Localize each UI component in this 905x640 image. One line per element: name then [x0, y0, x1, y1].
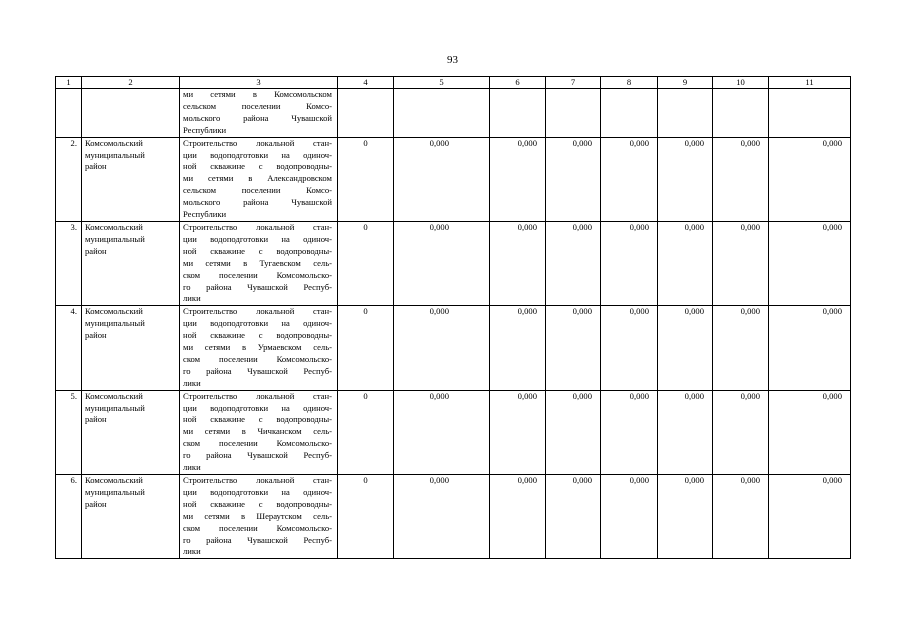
value-cell [546, 89, 601, 138]
description-line: го района Чувашской Респуб- [183, 281, 332, 292]
district-line: муниципальный [85, 233, 145, 244]
project-description-cell [180, 89, 338, 138]
row-number-cell: 2. [56, 137, 82, 221]
value-cell: 0,000 [546, 221, 601, 305]
value-cell: 0,000 [394, 221, 490, 305]
description-line: Республики [183, 209, 227, 220]
district-cell [82, 390, 180, 474]
value-cell: 0,000 [490, 390, 546, 474]
header-cell: 4 [338, 77, 394, 89]
count-cell: 0 [338, 306, 394, 390]
district-line: район [85, 330, 107, 341]
header-cell: 3 [180, 77, 338, 89]
district-cell [82, 89, 180, 138]
description-line: ции водоподготовки на одиноч- [183, 149, 332, 160]
description-line: ной скважине с водопроводны- [183, 414, 332, 425]
value-cell: 0,000 [394, 137, 490, 221]
description-line: ском поселении Комсомольско- [183, 353, 332, 364]
description-line: ми сетями в Урмаевском сель- [183, 342, 332, 353]
value-cell: 0,000 [713, 221, 769, 305]
value-cell [394, 89, 490, 138]
header-cell: 2 [82, 77, 180, 89]
description-line: ми сетями в Тугаевском сель- [183, 257, 332, 268]
table-row [56, 221, 851, 305]
value-cell: 0,000 [490, 221, 546, 305]
value-cell: 0,000 [713, 475, 769, 559]
district-line: муниципальный [85, 149, 145, 160]
row-number-cell: 4. [56, 306, 82, 390]
value-cell: 0,000 [769, 475, 851, 559]
value-cell [658, 89, 713, 138]
count-cell: 0 [338, 137, 394, 221]
value-cell: 0,000 [769, 390, 851, 474]
value-cell: 0,000 [546, 306, 601, 390]
description-line: ском поселении Комсомольско- [183, 438, 332, 449]
value-cell: 0,000 [658, 390, 713, 474]
value-cell: 0,000 [546, 475, 601, 559]
description-line: Строительство локальной стан- [183, 390, 332, 401]
district-line: муниципальный [85, 318, 145, 329]
value-cell: 0,000 [658, 221, 713, 305]
district-line: муниципальный [85, 402, 145, 413]
description-line: мольского района Чувашской [183, 112, 332, 123]
description-line: ском поселении Комсомольско- [183, 269, 332, 280]
district-cell [82, 221, 180, 305]
district-line: Комсомольский [85, 306, 143, 317]
value-cell: 0,000 [601, 221, 658, 305]
project-description-cell [180, 390, 338, 474]
value-cell: 0,000 [394, 306, 490, 390]
value-cell [490, 89, 546, 138]
value-cell: 0,000 [490, 306, 546, 390]
description-line: Строительство локальной стан- [183, 137, 332, 148]
row-number-cell: 3. [56, 221, 82, 305]
description-line: лики [183, 377, 201, 388]
description-line: ском поселении Комсомольско- [183, 522, 332, 533]
value-cell: 0,000 [546, 390, 601, 474]
description-line: лики [183, 546, 201, 557]
table-row [56, 390, 851, 474]
district-line: район [85, 414, 107, 425]
description-line: мольского района Чувашской [183, 197, 332, 208]
value-cell: 0,000 [658, 475, 713, 559]
value-cell: 0,000 [601, 137, 658, 221]
description-line: ми сетями в Александровском [183, 173, 332, 184]
row-number-cell [56, 89, 82, 138]
district-cell [82, 137, 180, 221]
header-cell: 8 [601, 77, 658, 89]
value-cell: 0,000 [713, 137, 769, 221]
description-line: ми сетями в Шераутском сель- [183, 510, 332, 521]
header-cell: 10 [713, 77, 769, 89]
project-description-cell [180, 475, 338, 559]
table-body [56, 77, 851, 559]
district-cell [82, 475, 180, 559]
value-cell: 0,000 [394, 390, 490, 474]
row-number-cell: 5. [56, 390, 82, 474]
description-line: сельском поселении Комсо- [183, 100, 332, 111]
project-description-cell [180, 221, 338, 305]
description-line: сельском поселении Комсо- [183, 185, 332, 196]
value-cell: 0,000 [713, 306, 769, 390]
header-cell: 9 [658, 77, 713, 89]
description-line: Строительство локальной стан- [183, 221, 332, 232]
value-cell: 0,000 [713, 390, 769, 474]
row-number-cell: 6. [56, 475, 82, 559]
description-line: го района Чувашской Респуб- [183, 365, 332, 376]
description-line: лики [183, 462, 201, 473]
project-description-cell [180, 306, 338, 390]
district-line: район [85, 498, 107, 509]
value-cell: 0,000 [601, 390, 658, 474]
district-line: Комсомольский [85, 475, 143, 485]
description-line: Строительство локальной стан- [183, 475, 332, 485]
description-line: ции водоподготовки на одиноч- [183, 486, 332, 497]
header-row [56, 77, 851, 89]
header-cell: 7 [546, 77, 601, 89]
value-cell: 0,000 [394, 475, 490, 559]
value-cell: 0,000 [601, 475, 658, 559]
value-cell: 0,000 [769, 221, 851, 305]
description-line: ной скважине с водопроводны- [183, 245, 332, 256]
value-cell [713, 89, 769, 138]
header-cell: 5 [394, 77, 490, 89]
description-line: Республики [183, 124, 227, 135]
description-line: ции водоподготовки на одиноч- [183, 318, 332, 329]
description-line: ной скважине с водопроводны- [183, 161, 332, 172]
data-table [55, 76, 851, 559]
value-cell: 0,000 [490, 137, 546, 221]
count-cell: 0 [338, 475, 394, 559]
value-cell [338, 89, 394, 138]
value-cell: 0,000 [769, 137, 851, 221]
district-line: Комсомольский [85, 137, 143, 148]
value-cell: 0,000 [546, 137, 601, 221]
district-cell [82, 306, 180, 390]
value-cell [601, 89, 658, 138]
project-description-cell [180, 137, 338, 221]
header-cell: 1 [56, 77, 82, 89]
continuation-row [56, 89, 851, 138]
description-line: ми сетями в Чичканском сель- [183, 426, 332, 437]
table-row [56, 137, 851, 221]
count-cell: 0 [338, 390, 394, 474]
description-line: ции водоподготовки на одиноч- [183, 402, 332, 413]
description-line: го района Чувашской Респуб- [183, 450, 332, 461]
district-line: Комсомольский [85, 390, 143, 401]
district-line: муниципальный [85, 486, 145, 497]
district-line: район [85, 245, 107, 256]
district-line: район [85, 161, 107, 172]
header-cell: 6 [490, 77, 546, 89]
value-cell [769, 89, 851, 138]
value-cell: 0,000 [490, 475, 546, 559]
value-cell: 0,000 [769, 306, 851, 390]
value-cell: 0,000 [601, 306, 658, 390]
description-line: Строительство локальной стан- [183, 306, 332, 317]
value-cell: 0,000 [658, 137, 713, 221]
header-cell: 11 [769, 77, 851, 89]
page-number: 93 [447, 54, 458, 66]
district-line: Комсомольский [85, 221, 143, 232]
table-row [56, 475, 851, 559]
table-row [56, 306, 851, 390]
description-line: лики [183, 293, 201, 304]
description-line: ции водоподготовки на одиноч- [183, 233, 332, 244]
description-line: ной скважине с водопроводны- [183, 498, 332, 509]
description-line: го района Чувашской Респуб- [183, 534, 332, 545]
description-line: ми сетями в Комсомольском [183, 89, 332, 99]
value-cell: 0,000 [658, 306, 713, 390]
count-cell: 0 [338, 221, 394, 305]
description-line: ной скважине с водопроводны- [183, 330, 332, 341]
